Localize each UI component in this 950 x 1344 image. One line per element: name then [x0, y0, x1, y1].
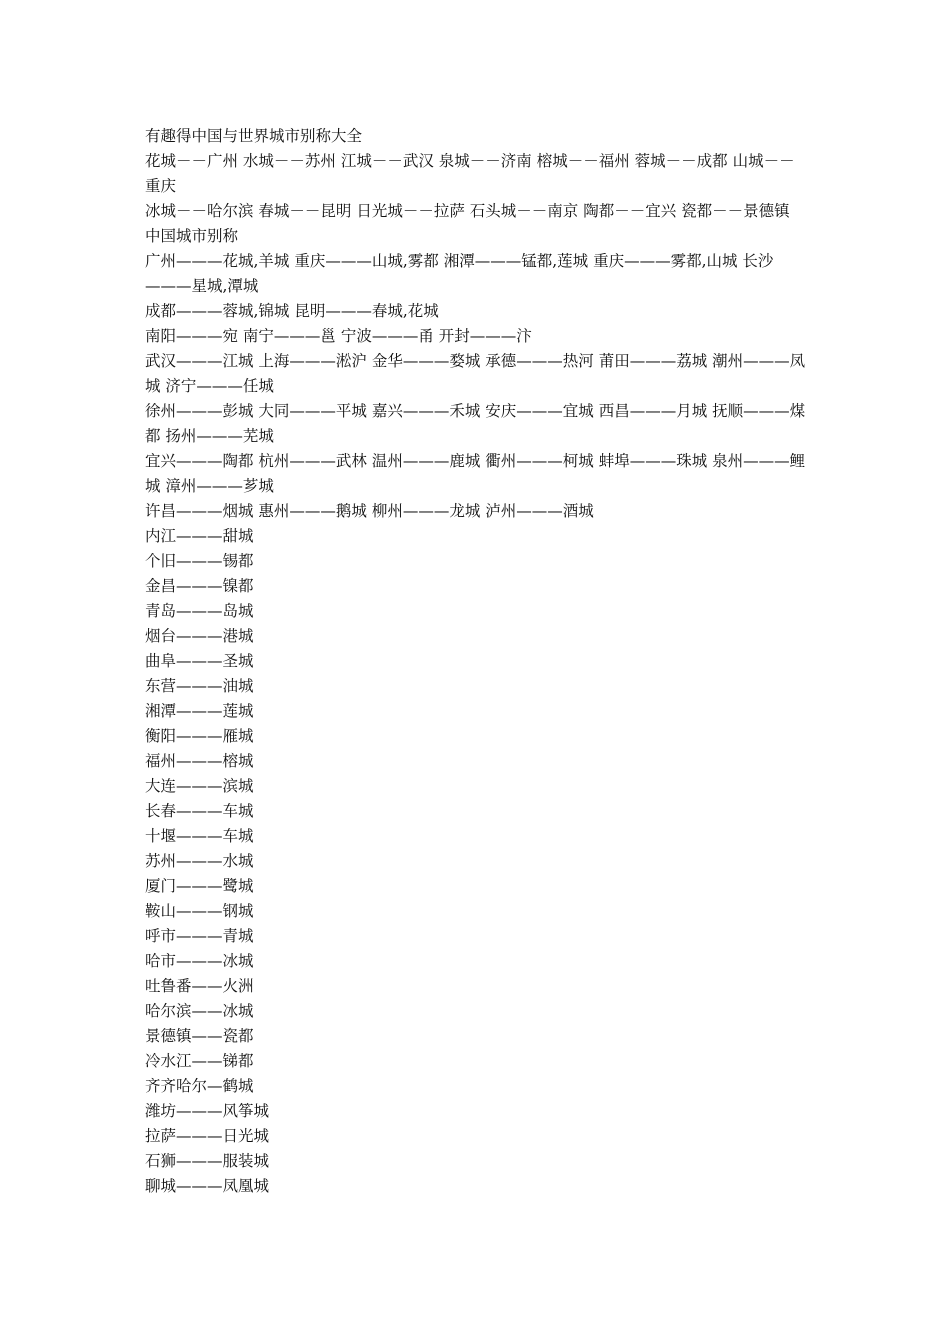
list-item: 冷水江——锑都: [145, 1052, 254, 1070]
list-item: 聊城———凤凰城: [145, 1177, 270, 1195]
list-item: 个旧———锡都: [145, 552, 254, 570]
list-item: 烟台———港城: [145, 627, 254, 645]
alias-paragraph: 宜兴———陶都 杭州———武林 温州———鹿城 衢州———柯城 蚌埠———珠城 泉州———鲤城 漳州———芗城: [145, 452, 806, 495]
alias-paragraph: 成都———蓉城,锦城 昆明———春城,花城: [145, 302, 439, 320]
intro-line: 花城－－广州 水城－－苏州 江城－－武汉 泉城－－济南 榕城－－福州 蓉城－－成都 山城－－重庆: [145, 152, 795, 195]
list-item: 拉萨———日光城: [145, 1127, 270, 1145]
list-item: 曲阜———圣城: [145, 652, 254, 670]
alias-paragraph: 南阳———宛 南宁———邕 宁波———甬 开封———汴: [145, 327, 532, 345]
list-item: 潍坊———风筝城: [145, 1102, 270, 1120]
list-item: 哈市———冰城: [145, 952, 254, 970]
list-item: 哈尔滨——冰城: [145, 1002, 254, 1020]
list-item: 石狮———服装城: [145, 1152, 270, 1170]
list-item: 东营———油城: [145, 677, 254, 695]
alias-paragraph: 徐州———彭城 大同———平城 嘉兴———禾城 安庆———宜城 西昌———月城 抚顺———煤都 扬州———芜城: [145, 402, 806, 445]
list-item: 齐齐哈尔—鹤城: [145, 1077, 254, 1095]
intro-line: 冰城－－哈尔滨 春城－－昆明 日光城－－拉萨 石头城－－南京 陶都－－宜兴 瓷都－－景德镇: [145, 202, 790, 220]
list-item: 衡阳———雁城: [145, 727, 254, 745]
list-item: 湘潭———莲城: [145, 702, 254, 720]
document-body: [145, 124, 810, 1199]
section-heading: 中国城市别称: [145, 227, 239, 245]
alias-list: [145, 524, 810, 1199]
list-item: 内江———甜城: [145, 527, 254, 545]
list-item: 福州———榕城: [145, 752, 254, 770]
list-item: 景德镇——瓷都: [145, 1027, 254, 1045]
list-item: 苏州———水城: [145, 852, 254, 870]
list-item: 呼市———青城: [145, 927, 254, 945]
list-item: 厦门———鹭城: [145, 877, 254, 895]
list-item: 吐鲁番——火洲: [145, 977, 254, 995]
list-item: 金昌———镍都: [145, 577, 254, 595]
list-item: 长春———车城: [145, 802, 254, 820]
alias-paragraph: 武汉———江城 上海———淞沪 金华———婺城 承德———热河 莆田———荔城 潮州———凤城 济宁———任城: [145, 352, 806, 395]
list-item: 十堰———车城: [145, 827, 254, 845]
list-item: 大连———滨城: [145, 777, 254, 795]
alias-paragraph: 许昌———烟城 惠州———鹅城 柳州———龙城 泸州———酒城: [145, 502, 594, 520]
alias-paragraph: 广州———花城,羊城 重庆———山城,雾都 湘潭———锰都,莲城 重庆———雾都,山城 长沙———星城,潭城: [145, 252, 774, 295]
list-item: 鞍山———钢城: [145, 902, 254, 920]
document-title: 有趣得中国与世界城市别称大全: [145, 127, 363, 145]
list-item: 青岛———岛城: [145, 602, 254, 620]
